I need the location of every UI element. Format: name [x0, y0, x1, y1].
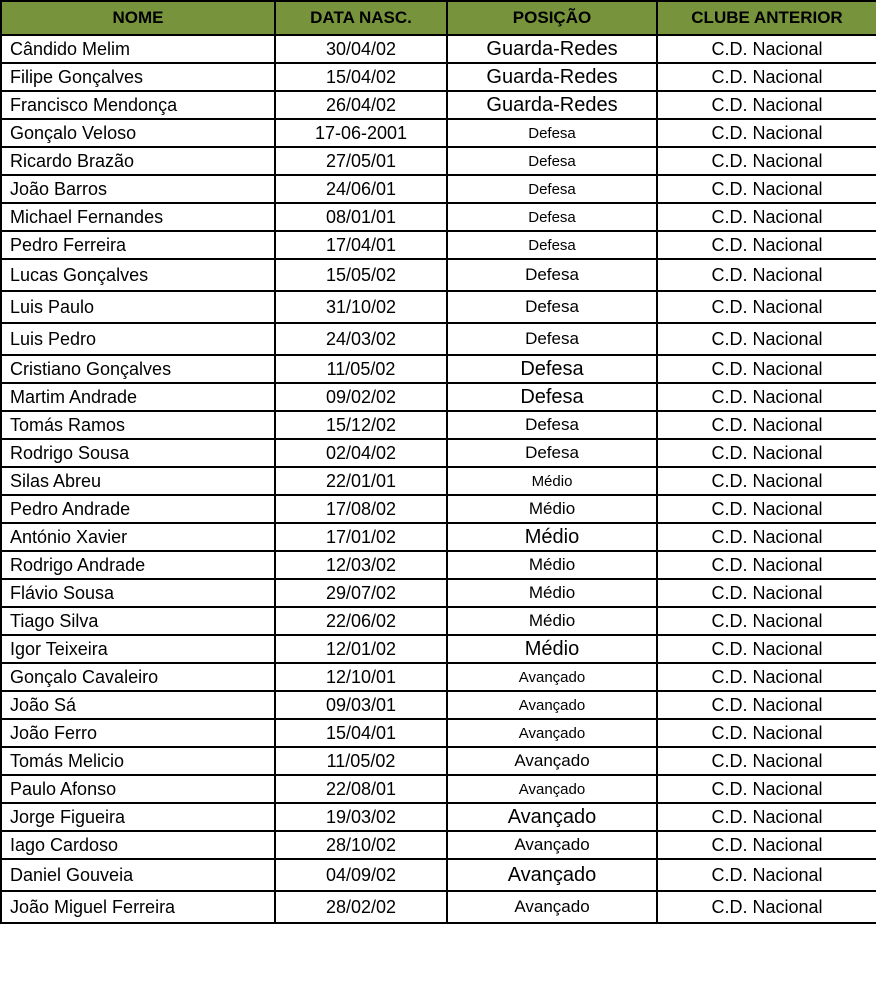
cell-nome[interactable]: Lucas Gonçalves	[1, 259, 275, 291]
cell-data-nasc[interactable]: 08/01/01	[275, 203, 447, 231]
cell-clube-anterior[interactable]: C.D. Nacional	[657, 747, 876, 775]
cell-data-nasc[interactable]: 17/04/01	[275, 231, 447, 259]
cell-nome[interactable]: Gonçalo Veloso	[1, 119, 275, 147]
cell-posicao[interactable]: Avançado	[447, 859, 657, 891]
cell-clube-anterior[interactable]: C.D. Nacional	[657, 803, 876, 831]
cell-clube-anterior[interactable]: C.D. Nacional	[657, 495, 876, 523]
cell-clube-anterior[interactable]: C.D. Nacional	[657, 439, 876, 467]
cell-posicao[interactable]: Defesa	[447, 147, 657, 175]
cell-nome[interactable]: Rodrigo Sousa	[1, 439, 275, 467]
cell-posicao[interactable]: Defesa	[447, 231, 657, 259]
cell-clube-anterior[interactable]: C.D. Nacional	[657, 891, 876, 923]
table-row	[1, 63, 876, 91]
cell-posicao[interactable]: Defesa	[447, 175, 657, 203]
cell-nome[interactable]: Pedro Ferreira	[1, 231, 275, 259]
cell-nome[interactable]: Flávio Sousa	[1, 579, 275, 607]
table-row	[1, 231, 876, 259]
cell-clube-anterior[interactable]: C.D. Nacional	[657, 259, 876, 291]
cell-clube-anterior[interactable]: C.D. Nacional	[657, 355, 876, 383]
table-row	[1, 35, 876, 63]
cell-nome[interactable]: Michael Fernandes	[1, 203, 275, 231]
header-clube-anterior[interactable]: CLUBE ANTERIOR	[657, 1, 876, 35]
table-row	[1, 259, 876, 291]
cell-nome[interactable]: João Ferro	[1, 719, 275, 747]
table-row	[1, 203, 876, 231]
table-row	[1, 663, 876, 691]
cell-data-nasc[interactable]: 28/10/02	[275, 831, 447, 859]
cell-nome[interactable]: Paulo Afonso	[1, 775, 275, 803]
cell-nome[interactable]: Gonçalo Cavaleiro	[1, 663, 275, 691]
table-row	[1, 91, 876, 119]
cell-clube-anterior[interactable]: C.D. Nacional	[657, 323, 876, 355]
cell-data-nasc[interactable]: 12/10/01	[275, 663, 447, 691]
table-row	[1, 775, 876, 803]
cell-nome[interactable]: Cristiano Gonçalves	[1, 355, 275, 383]
table-row	[1, 803, 876, 831]
cell-nome[interactable]: João Barros	[1, 175, 275, 203]
cell-data-nasc[interactable]: 04/09/02	[275, 859, 447, 891]
cell-clube-anterior[interactable]: C.D. Nacional	[657, 551, 876, 579]
cell-nome[interactable]: Iago Cardoso	[1, 831, 275, 859]
cell-clube-anterior[interactable]: C.D. Nacional	[657, 523, 876, 551]
cell-data-nasc[interactable]: 24/06/01	[275, 175, 447, 203]
cell-nome[interactable]: Daniel Gouveia	[1, 859, 275, 891]
cell-nome[interactable]: Silas Abreu	[1, 467, 275, 495]
cell-nome[interactable]: Luis Paulo	[1, 291, 275, 323]
table-row	[1, 411, 876, 439]
header-row	[1, 1, 876, 35]
cell-clube-anterior[interactable]: C.D. Nacional	[657, 831, 876, 859]
cell-posicao[interactable]: Guarda-Redes	[447, 35, 657, 63]
cell-data-nasc[interactable]: 17/01/02	[275, 523, 447, 551]
cell-posicao[interactable]: Médio	[447, 635, 657, 663]
cell-clube-anterior[interactable]: C.D. Nacional	[657, 719, 876, 747]
cell-nome[interactable]: Ricardo Brazão	[1, 147, 275, 175]
cell-nome[interactable]: Francisco Mendonça	[1, 91, 275, 119]
cell-posicao[interactable]: Médio	[447, 495, 657, 523]
cell-posicao[interactable]: Médio	[447, 551, 657, 579]
header-data-nasc[interactable]: DATA NASC.	[275, 1, 447, 35]
cell-posicao[interactable]: Avançado	[447, 663, 657, 691]
cell-data-nasc[interactable]: 19/03/02	[275, 803, 447, 831]
table-row	[1, 579, 876, 607]
cell-data-nasc[interactable]: 09/02/02	[275, 383, 447, 411]
cell-nome[interactable]: Tomás Ramos	[1, 411, 275, 439]
cell-clube-anterior[interactable]: C.D. Nacional	[657, 635, 876, 663]
cell-posicao[interactable]: Guarda-Redes	[447, 91, 657, 119]
cell-clube-anterior[interactable]: C.D. Nacional	[657, 119, 876, 147]
cell-data-nasc[interactable]: 22/06/02	[275, 607, 447, 635]
cell-nome[interactable]: Igor Teixeira	[1, 635, 275, 663]
table-row	[1, 119, 876, 147]
cell-posicao[interactable]: Defesa	[447, 119, 657, 147]
cell-posicao[interactable]: Defesa	[447, 355, 657, 383]
cell-clube-anterior[interactable]: C.D. Nacional	[657, 775, 876, 803]
cell-posicao[interactable]: Defesa	[447, 439, 657, 467]
cell-nome[interactable]: Pedro Andrade	[1, 495, 275, 523]
header-posicao[interactable]: POSIÇÃO	[447, 1, 657, 35]
cell-nome[interactable]: Rodrigo Andrade	[1, 551, 275, 579]
cell-posicao[interactable]: Médio	[447, 607, 657, 635]
cell-posicao[interactable]: Avançado	[447, 775, 657, 803]
cell-data-nasc[interactable]: 26/04/02	[275, 91, 447, 119]
cell-clube-anterior[interactable]: C.D. Nacional	[657, 691, 876, 719]
cell-data-nasc[interactable]: 12/03/02	[275, 551, 447, 579]
cell-data-nasc[interactable]: 15/04/02	[275, 63, 447, 91]
cell-posicao[interactable]: Defesa	[447, 323, 657, 355]
cell-clube-anterior[interactable]: C.D. Nacional	[657, 203, 876, 231]
table-row	[1, 635, 876, 663]
cell-data-nasc[interactable]: 28/02/02	[275, 891, 447, 923]
cell-posicao[interactable]: Avançado	[447, 747, 657, 775]
cell-posicao[interactable]: Médio	[447, 579, 657, 607]
cell-clube-anterior[interactable]: C.D. Nacional	[657, 91, 876, 119]
cell-clube-anterior[interactable]: C.D. Nacional	[657, 859, 876, 891]
cell-posicao[interactable]: Médio	[447, 467, 657, 495]
cell-posicao[interactable]: Avançado	[447, 691, 657, 719]
cell-clube-anterior[interactable]: C.D. Nacional	[657, 63, 876, 91]
table-row	[1, 607, 876, 635]
cell-nome[interactable]: Filipe Gonçalves	[1, 63, 275, 91]
cell-nome[interactable]: Cândido Melim	[1, 35, 275, 63]
cell-data-nasc[interactable]: 12/01/02	[275, 635, 447, 663]
cell-data-nasc[interactable]: 02/04/02	[275, 439, 447, 467]
table-row	[1, 467, 876, 495]
cell-data-nasc[interactable]: 29/07/02	[275, 579, 447, 607]
cell-data-nasc[interactable]: 27/05/01	[275, 147, 447, 175]
cell-clube-anterior[interactable]: C.D. Nacional	[657, 579, 876, 607]
cell-clube-anterior[interactable]: C.D. Nacional	[657, 607, 876, 635]
cell-posicao[interactable]: Guarda-Redes	[447, 63, 657, 91]
cell-data-nasc[interactable]: 17/08/02	[275, 495, 447, 523]
cell-posicao[interactable]: Defesa	[447, 291, 657, 323]
cell-nome[interactable]: João Sá	[1, 691, 275, 719]
cell-clube-anterior[interactable]: C.D. Nacional	[657, 383, 876, 411]
table-row	[1, 891, 876, 923]
cell-data-nasc[interactable]: 09/03/01	[275, 691, 447, 719]
cell-clube-anterior[interactable]: C.D. Nacional	[657, 147, 876, 175]
cell-posicao[interactable]: Avançado	[447, 719, 657, 747]
cell-clube-anterior[interactable]: C.D. Nacional	[657, 411, 876, 439]
cell-posicao[interactable]: Defesa	[447, 383, 657, 411]
cell-posicao[interactable]: Avançado	[447, 803, 657, 831]
cell-data-nasc[interactable]: 11/05/02	[275, 747, 447, 775]
table-row	[1, 495, 876, 523]
cell-data-nasc[interactable]: 30/04/02	[275, 35, 447, 63]
cell-nome[interactable]: João Miguel Ferreira	[1, 891, 275, 923]
header-nome[interactable]: NOME	[1, 1, 275, 35]
table-row	[1, 175, 876, 203]
cell-nome[interactable]: Tomás Melicio	[1, 747, 275, 775]
table-row	[1, 551, 876, 579]
cell-data-nasc[interactable]: 15/04/01	[275, 719, 447, 747]
cell-clube-anterior[interactable]: C.D. Nacional	[657, 663, 876, 691]
cell-data-nasc[interactable]: 11/05/02	[275, 355, 447, 383]
cell-clube-anterior[interactable]: C.D. Nacional	[657, 35, 876, 63]
cell-nome[interactable]: Jorge Figueira	[1, 803, 275, 831]
cell-clube-anterior[interactable]: C.D. Nacional	[657, 467, 876, 495]
table-row	[1, 383, 876, 411]
table-row	[1, 439, 876, 467]
table-row	[1, 831, 876, 859]
cell-clube-anterior[interactable]: C.D. Nacional	[657, 231, 876, 259]
table-row	[1, 355, 876, 383]
cell-data-nasc[interactable]: 22/01/01	[275, 467, 447, 495]
table-row	[1, 523, 876, 551]
cell-nome[interactable]: Martim Andrade	[1, 383, 275, 411]
cell-data-nasc[interactable]: 17-06-2001	[275, 119, 447, 147]
table-row	[1, 859, 876, 891]
cell-posicao[interactable]: Defesa	[447, 411, 657, 439]
cell-nome[interactable]: Tiago Silva	[1, 607, 275, 635]
cell-data-nasc[interactable]: 31/10/02	[275, 291, 447, 323]
cell-data-nasc[interactable]: 15/12/02	[275, 411, 447, 439]
table-row	[1, 147, 876, 175]
table-row	[1, 719, 876, 747]
cell-posicao[interactable]: Médio	[447, 523, 657, 551]
cell-data-nasc[interactable]: 22/08/01	[275, 775, 447, 803]
cell-nome[interactable]: António Xavier	[1, 523, 275, 551]
cell-nome[interactable]: Luis Pedro	[1, 323, 275, 355]
cell-posicao[interactable]: Defesa	[447, 259, 657, 291]
cell-posicao[interactable]: Defesa	[447, 203, 657, 231]
table-row	[1, 323, 876, 355]
cell-clube-anterior[interactable]: C.D. Nacional	[657, 175, 876, 203]
table-row	[1, 691, 876, 719]
table-row	[1, 747, 876, 775]
table-row	[1, 291, 876, 323]
cell-clube-anterior[interactable]: C.D. Nacional	[657, 291, 876, 323]
cell-data-nasc[interactable]: 15/05/02	[275, 259, 447, 291]
cell-posicao[interactable]: Avançado	[447, 831, 657, 859]
cell-data-nasc[interactable]: 24/03/02	[275, 323, 447, 355]
cell-posicao[interactable]: Avançado	[447, 891, 657, 923]
